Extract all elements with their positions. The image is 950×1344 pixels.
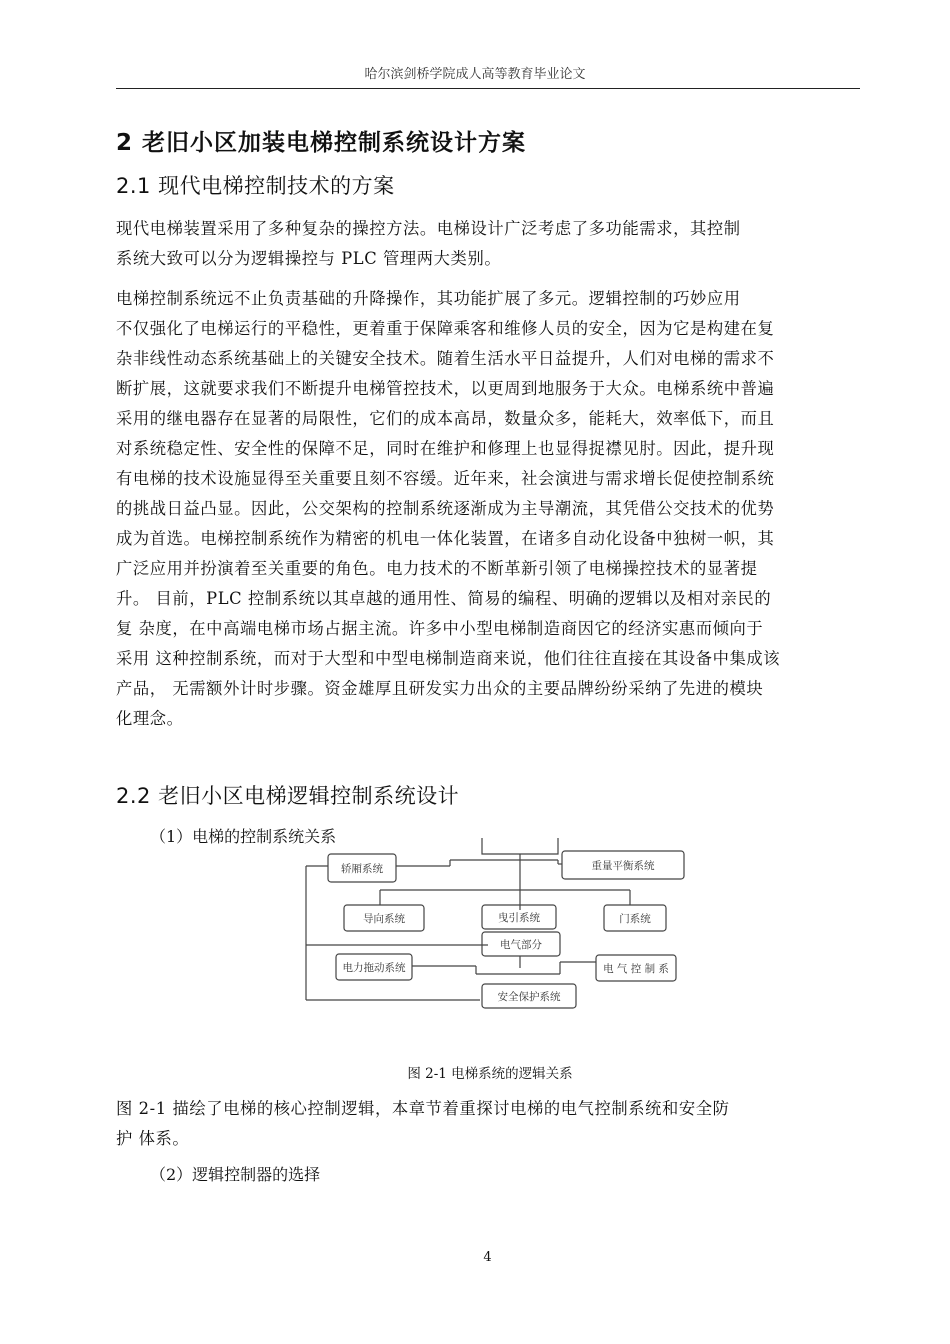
page-number: 4 bbox=[483, 1250, 492, 1265]
text-line: 化理念。 bbox=[116, 709, 184, 728]
text-line: 采用 这种控制系统，而对于大型和中型电梯制造商来说，他们往往直接在其设备中集成该 bbox=[116, 649, 781, 668]
text-line: 图 2-1 描绘了电梯的核心控制逻辑，本章节着重探讨电梯的电气控制系统和安全防 bbox=[116, 1099, 730, 1118]
text-line: 断扩展，这就要求我们不断提升电梯管控技术，以更周到地服务于大众。电梯系统中普遍 bbox=[116, 379, 775, 398]
text-line: 护 体系。 bbox=[116, 1129, 190, 1148]
paragraph-figure-desc bbox=[116, 1094, 860, 1154]
text-line: 系统大致可以分为逻辑操控与 PLC 管理两大类别。 bbox=[116, 249, 502, 268]
paragraph-intro bbox=[116, 214, 860, 274]
figure-caption: 图 2-1 电梯系统的逻辑关系 bbox=[407, 1066, 573, 1082]
label-guide: 导向系统 bbox=[363, 913, 405, 925]
section-2-1-title: 2.1 现代电梯控制技术的方案 bbox=[116, 174, 395, 198]
text-line: 升。 目前，PLC 控制系统以其卓越的通用性、简易的编程、明确的逻辑以及相对亲民的 bbox=[116, 589, 772, 608]
top-box-edge bbox=[482, 838, 558, 854]
label-electric: 电气部分 bbox=[500, 939, 542, 951]
text-line: 复 杂度，在中高端电梯市场占据主流。许多中小型电梯制造商因它的经济实惠而倾向于 bbox=[116, 619, 764, 638]
label-safety: 安全保护系统 bbox=[497, 991, 561, 1003]
paragraph-main bbox=[116, 284, 860, 734]
text-line: 杂非线性动态系统基础上的关键安全技术。随着生活水平日益提升，人们对电梯的需求不 bbox=[116, 349, 775, 368]
text-line: 成为首选。电梯控制系统作为精密的机电一体化装置，在诸多自动化设备中独树一帜，其 bbox=[116, 529, 775, 548]
label-drive: 电力拖动系统 bbox=[342, 962, 406, 974]
text-line: 产品， 无需额外计时步骤。资金雄厚且研发实力出众的主要品牌纷纷采纳了先进的模块 bbox=[116, 679, 764, 698]
label-weight: 重量平衡系统 bbox=[591, 860, 655, 872]
subheading-2: （2）逻辑控制器的选择 bbox=[150, 1165, 321, 1184]
text-line: 现代电梯装置采用了多种复杂的操控方法。电梯设计广泛考虑了多功能需求，其控制 bbox=[116, 219, 741, 238]
text-line: 电梯控制系统远不止负责基础的升降操作，其功能扩展了多元。逻辑控制的巧妙应用 bbox=[116, 289, 741, 308]
text-line: 采用的继电器存在显著的局限性，它们的成本高昂，数量众多，能耗大，效率低下，而且 bbox=[116, 409, 775, 428]
text-line: 广泛应用并扮演着至关重要的角色。电力技术的不断革新引领了电梯操控技术的显著提 bbox=[116, 559, 758, 578]
text-line: 有电梯的技术设施显得至关重要且刻不容缓。近年来，社会演进与需求增长促使控制系统 bbox=[116, 469, 775, 488]
elevator-system-diagram bbox=[300, 838, 700, 1010]
label-econtrol: 电 气 控 制 系 bbox=[603, 963, 669, 975]
subheading-1: （1）电梯的控制系统关系 bbox=[150, 827, 337, 846]
text-line: 对系统稳定性、安全性的保障不足，同时在维护和修理上也显得捉襟见肘。因此，提升现 bbox=[116, 439, 775, 458]
label-door: 门系统 bbox=[619, 913, 651, 925]
header-rule bbox=[116, 88, 860, 89]
text-line: 的挑战日益凸显。因此，公交架构的控制系统逐渐成为主导潮流，其凭借公交技术的优势 bbox=[116, 499, 775, 518]
label-traction: 曳引系统 bbox=[498, 912, 540, 924]
running-header: 哈尔滨剑桥学院成人高等教育毕业论文 bbox=[364, 67, 586, 82]
label-car: 轿厢系统 bbox=[341, 863, 383, 875]
chapter-title: 2 老旧小区加装电梯控制系统设计方案 bbox=[116, 130, 527, 156]
text-line: 不仅强化了电梯运行的平稳性，更着重于保障乘客和维修人员的安全，因为它是构建在复 bbox=[116, 319, 775, 338]
section-2-2-title: 2.2 老旧小区电梯逻辑控制系统设计 bbox=[116, 784, 460, 808]
